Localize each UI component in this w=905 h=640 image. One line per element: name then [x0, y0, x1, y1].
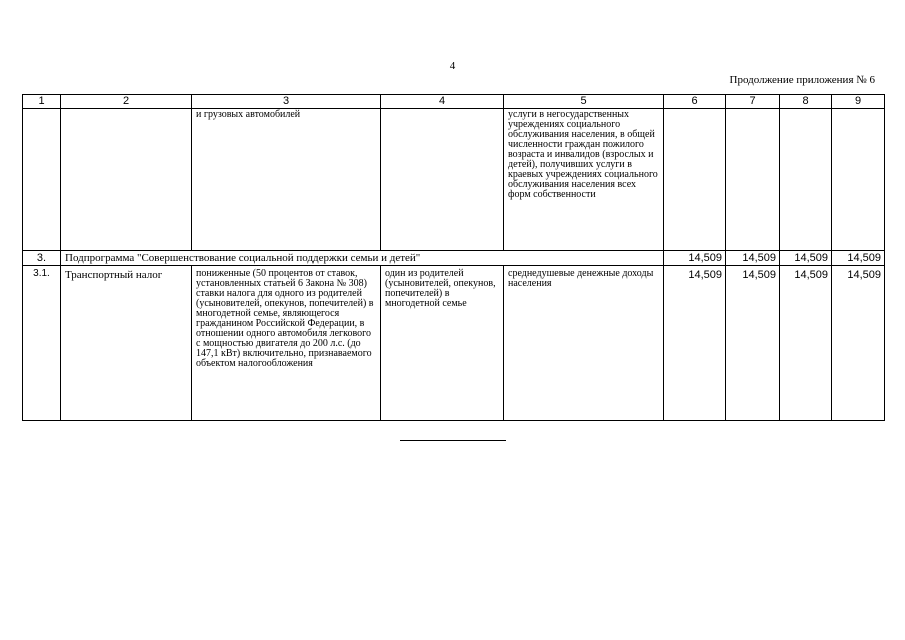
- column-header: 5: [504, 95, 664, 109]
- table-cell-benefit: и грузовых автомобилей: [192, 109, 381, 251]
- value-col9: 14,509: [832, 251, 885, 266]
- row-number: 3.: [23, 251, 61, 266]
- footer-divider: [400, 440, 506, 441]
- indicator-description: среднедушевые денежные доходы населения: [504, 266, 664, 421]
- value-col9: 14,509: [832, 266, 885, 421]
- table-cell: [61, 109, 192, 251]
- benefit-description: пониженные (50 процентов от ставок, установленных статьей 6 Закона № 308) ставки налога для одного из родителей (усыновителей, опекунов, попечителей) в многодетной семье, являющегося гражданином Российской Федерации, в отношении одного автомобиля легкового с мощностью двигателя до 200 л.с. (до 147,1 кВт) включительно, признаваемого объектом налогообложения: [192, 266, 381, 421]
- value-col7: 14,509: [726, 251, 780, 266]
- table-cell-indicator: услуги в негосударственных учреждениях социального обслуживания населения, в общей численности граждан пожилого возраста и инвалидов (взрослых и детей), получивших услуги в краевых учреждениях социального обслуживания населения всех форм собственности: [504, 109, 664, 251]
- tax-name: Транспортный налог: [61, 266, 192, 421]
- column-header: 3: [192, 95, 381, 109]
- column-header: 9: [832, 95, 885, 109]
- table-row-subprogram: [23, 251, 885, 266]
- table-cell: [832, 109, 885, 251]
- benefits-table: [22, 94, 885, 421]
- value-col6: 14,509: [664, 266, 726, 421]
- table-cell: [381, 109, 504, 251]
- column-header: 6: [664, 95, 726, 109]
- appendix-continuation-label: Продолжение приложения № 6: [729, 74, 875, 86]
- subprogram-title: Подпрограмма "Совершенствование социальной поддержки семьи и детей": [61, 251, 664, 266]
- value-col7: 14,509: [726, 266, 780, 421]
- table-cell: [780, 109, 832, 251]
- table-row-continuation: [23, 109, 885, 251]
- table-cell: [726, 109, 780, 251]
- column-header: 8: [780, 95, 832, 109]
- column-header: 7: [726, 95, 780, 109]
- table-header-row: [23, 95, 885, 109]
- value-col8: 14,509: [780, 266, 832, 421]
- table-cell: [23, 109, 61, 251]
- recipient-category: один из родителей (усыновителей, опекунов, попечителей) в многодетной семье: [381, 266, 504, 421]
- column-header: 1: [23, 95, 61, 109]
- table-cell: [664, 109, 726, 251]
- column-header: 2: [61, 95, 192, 109]
- value-col8: 14,509: [780, 251, 832, 266]
- table-row-3-1: [23, 266, 885, 421]
- row-number: 3.1.: [23, 266, 61, 421]
- column-header: 4: [381, 95, 504, 109]
- value-col6: 14,509: [664, 251, 726, 266]
- page-number: 4: [449, 60, 456, 72]
